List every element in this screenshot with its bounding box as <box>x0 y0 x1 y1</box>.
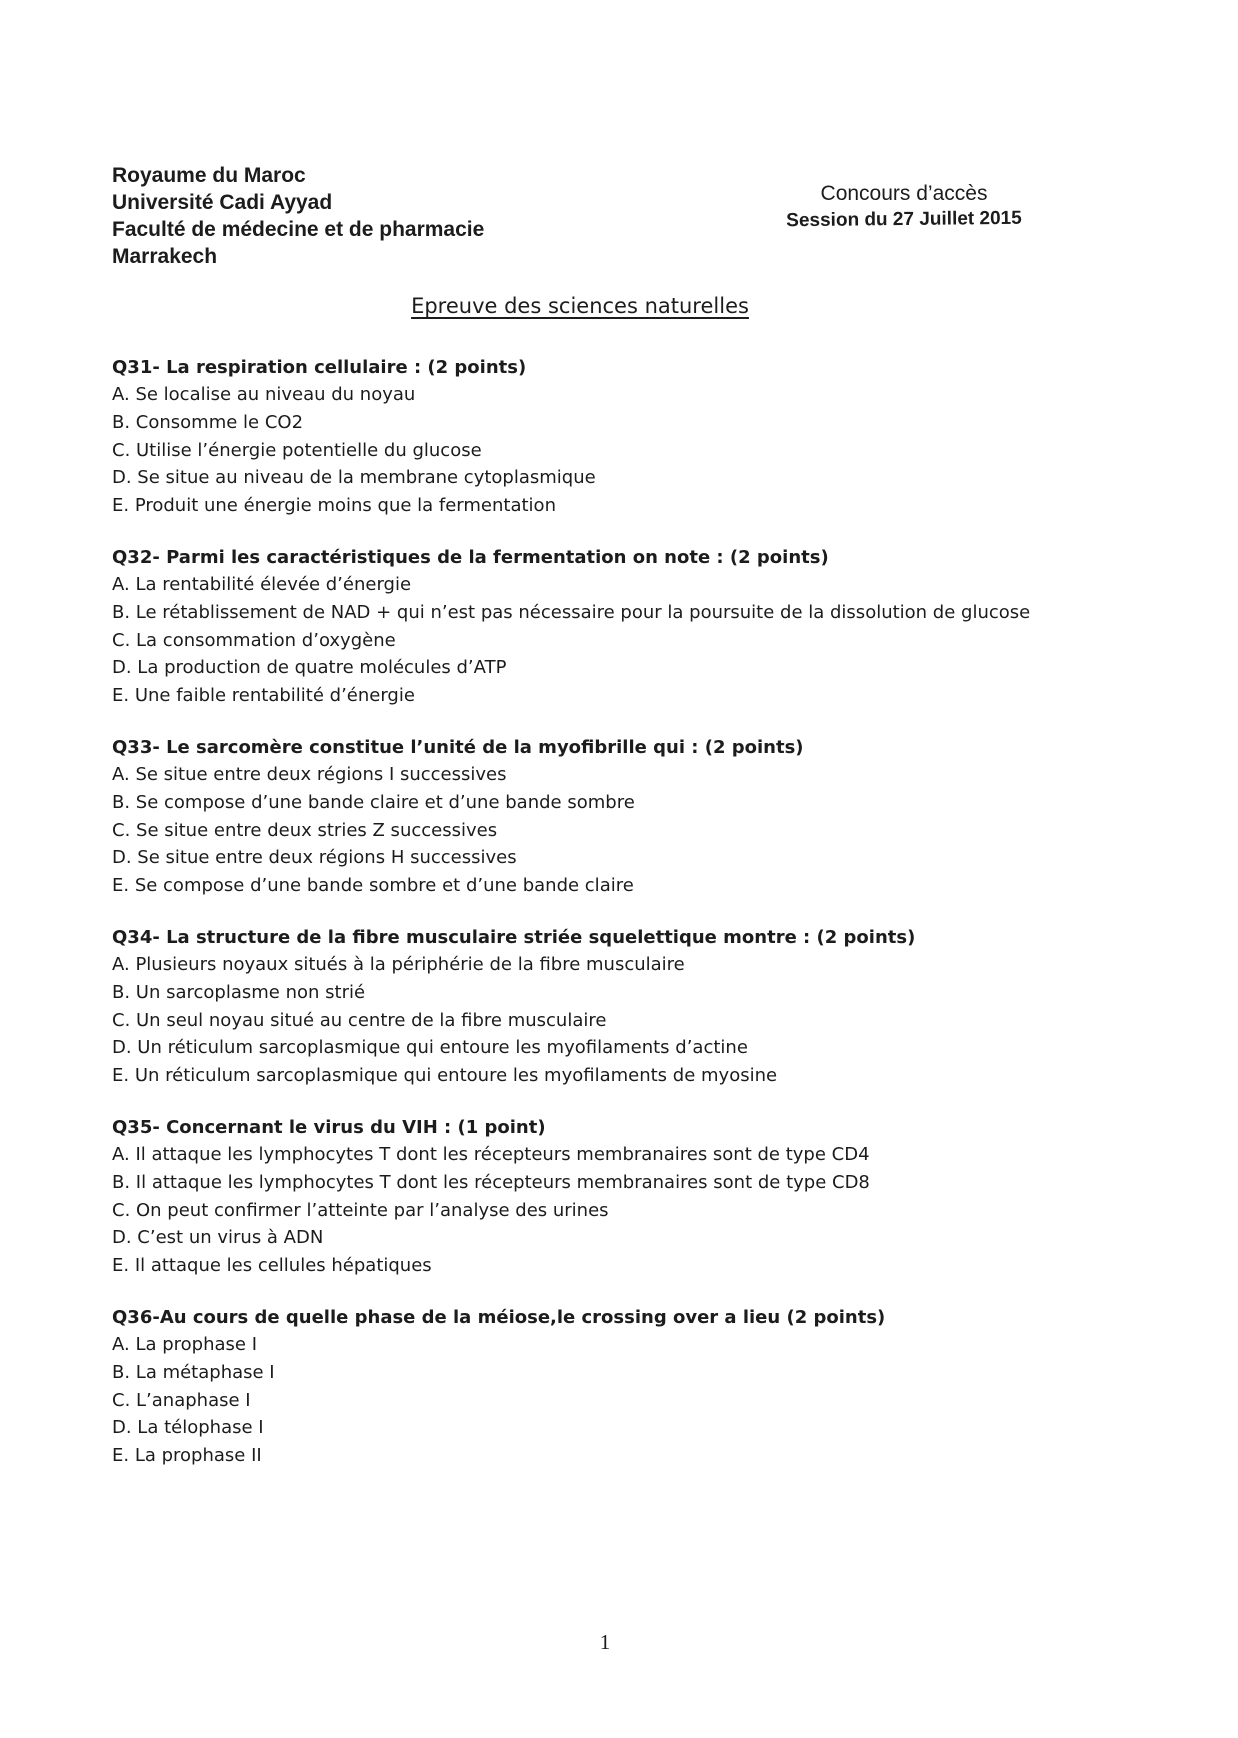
question-option-b: B. La métaphase I <box>112 1361 275 1383</box>
institution-line-country: Royaume du Maroc <box>112 164 306 187</box>
question-title: Q32- Parmi les caractéristiques de la fermentation on note : (2 points) <box>112 546 829 568</box>
question-option-e: E. Produit une énergie moins que la fermentation <box>112 495 556 517</box>
question-title: Q34- La structure de la fibre musculaire striée squelettique montre : (2 points) <box>112 926 916 948</box>
question-option-a: A. Se localise au niveau du noyau <box>112 384 416 405</box>
question-q35 <box>112 1114 1112 1280</box>
exam-title: Concours d’accès <box>820 182 988 205</box>
question-option-b: B. Le rétablissement de NAD + qui n’est pas nécessaire pour la poursuite de la dissolution de glucose <box>112 601 1031 623</box>
exam-info-block <box>774 180 1034 233</box>
question-q32 <box>112 544 1112 710</box>
epreuve-title: Epreuve des sciences naturelles <box>411 294 749 318</box>
question-option-d: D. La production de quatre molécules d’ATP <box>112 657 507 679</box>
exam-session: Session du 27 Juillet 2015 <box>786 207 1022 232</box>
question-option-a: A. Plusieurs noyaux situés à la périphérie de la fibre musculaire <box>112 953 685 975</box>
question-option-c: C. Se situe entre deux stries Z successives <box>112 819 498 841</box>
question-option-a: A. Il attaque les lymphocytes T dont les récepteurs membranaires sont de type CD4 <box>112 1143 870 1165</box>
question-title: Q36-Au cours de quelle phase de la méiose,le crossing over a lieu (2 points) <box>112 1306 886 1328</box>
question-title: Q33- Le sarcomère constitue l’unité de la myofibrille qui : (2 points) <box>112 736 804 758</box>
question-option-d: D. Se situe au niveau de la membrane cytoplasmique <box>112 467 596 489</box>
question-option-c: C. Utilise l’énergie potentielle du glucose <box>112 439 482 461</box>
institution-block <box>112 162 484 270</box>
question-option-b: B. Consomme le CO2 <box>112 411 304 433</box>
page-number: 1 <box>599 1630 611 1654</box>
question-option-e: E. La prophase II <box>112 1445 262 1467</box>
question-option-b: B. Un sarcoplasme non strié <box>112 981 366 1003</box>
question-q31 <box>112 354 1112 520</box>
question-q36 <box>112 1304 1112 1470</box>
question-option-d: D. C’est un virus à ADN <box>112 1227 324 1249</box>
question-option-e: E. Il attaque les cellules hépatiques <box>112 1255 432 1277</box>
question-option-d: D. Se situe entre deux régions H successives <box>112 847 517 869</box>
question-option-e: E. Un réticulum sarcoplasmique qui entoure les myofilaments de myosine <box>112 1065 778 1087</box>
question-list <box>112 354 1112 1494</box>
institution-line-university: Université Cadi Ayyad <box>112 191 333 214</box>
question-option-b: B. Se compose d’une bande claire et d’une bande sombre <box>112 791 635 813</box>
question-option-d: D. La télophase I <box>112 1417 264 1439</box>
question-option-e: E. Se compose d’une bande sombre et d’une bande claire <box>112 875 634 897</box>
question-option-b: B. Il attaque les lymphocytes T dont les récepteurs membranaires sont de type CD8 <box>112 1171 870 1193</box>
question-option-a: A. Se situe entre deux régions I successives <box>112 763 507 785</box>
question-option-c: C. La consommation d’oxygène <box>112 629 396 651</box>
question-option-e: E. Une faible rentabilité d’énergie <box>112 685 415 707</box>
question-option-d: D. Un réticulum sarcoplasmique qui entoure les myofilaments d’actine <box>112 1037 748 1059</box>
question-option-c: C. L’anaphase I <box>112 1389 251 1411</box>
question-q34 <box>112 924 1112 1090</box>
question-option-c: C. On peut confirmer l’atteinte par l’analyse des urines <box>112 1199 609 1221</box>
question-title: Q31- La respiration cellulaire : (2 points) <box>112 357 527 378</box>
question-option-c: C. Un seul noyau situé au centre de la fibre musculaire <box>112 1009 607 1031</box>
question-title: Q35- Concernant le virus du VIH : (1 point) <box>112 1116 546 1138</box>
question-option-a: A. La rentabilité élevée d’énergie <box>112 573 412 595</box>
question-option-a: A. La prophase I <box>112 1333 258 1355</box>
institution-line-city: Marrakech <box>112 245 218 268</box>
institution-line-faculty: Faculté de médecine et de pharmacie <box>112 218 485 241</box>
question-q33 <box>112 734 1112 900</box>
